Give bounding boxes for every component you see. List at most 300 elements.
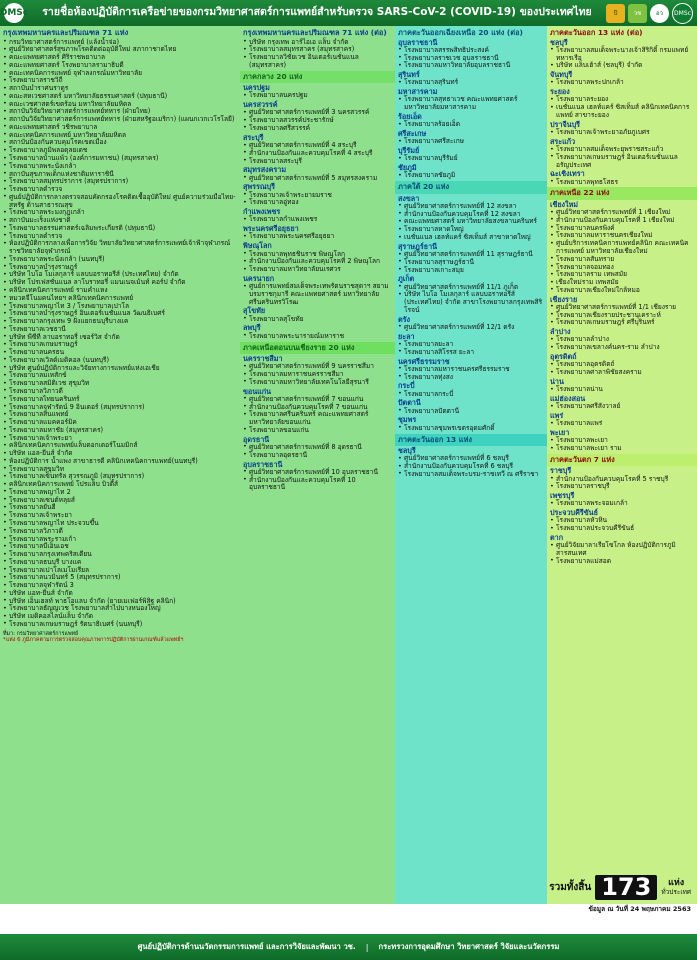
group-list-south bbox=[398, 195, 544, 433]
list-item: • เนชั่นแนล เฮลท์แคร์ ซิสเท็มส์ คลินิกเทคนิคการแพทย์ สาขาระยอง bbox=[550, 104, 694, 120]
province-heading: นครปฐม bbox=[243, 83, 270, 93]
list-item: • โรงพยาบาลระยอง bbox=[550, 96, 694, 104]
list-item: • โรงพยาบาลน่าน bbox=[550, 386, 694, 394]
province-heading: บุรีรัมย์ bbox=[398, 146, 420, 156]
province-heading: แพร่ bbox=[550, 410, 564, 420]
province-heading: พระนครศรีอยุธยา bbox=[243, 224, 299, 234]
list-item: • โรงพยาบาลสมิติเวช สุขุมวิท bbox=[3, 380, 237, 388]
list-item: • โรงพยาบาลนครธน bbox=[3, 349, 237, 357]
list-item: • ศูนย์วิทยาศาสตร์การแพทย์ที่ 12 สงขลา bbox=[398, 203, 544, 211]
province-list bbox=[398, 284, 544, 315]
list-item: • โรงพยาบาลราชเวช อุบลราชธานี bbox=[398, 55, 544, 63]
list-item: • โรงพยาบาลเจ้าพระยา bbox=[3, 512, 237, 520]
province-heading: จันทบุรี bbox=[550, 70, 573, 80]
list-item: • โรงพยาบาลจอมทอง bbox=[550, 264, 694, 272]
list-item: • โรงพยาบาลสุราษฎร์ธานี bbox=[398, 259, 544, 267]
list-item: • ศูนย์วิทยาศาสตร์การแพทย์ที่ 7 ขอนแก่น bbox=[243, 396, 392, 404]
list-item: • โรงพยาบาลวิชัยเวช อินเตอร์เนชั่นแนล (สมุทรสาคร) bbox=[243, 54, 392, 70]
province-list bbox=[398, 391, 544, 399]
province-list bbox=[550, 437, 694, 453]
list-item: • โรงพยาบาลสุขุมวิท bbox=[3, 466, 237, 474]
group-list-central bbox=[243, 84, 392, 340]
group-list-northeast bbox=[243, 355, 392, 492]
list-item: • ศูนย์บริการเทคนิคการแพทย์คลินิก คณะเทคนิคการแพทย์ มหาวิทยาลัยเชียงใหม่ bbox=[550, 240, 694, 256]
band-south bbox=[395, 181, 547, 194]
province-list bbox=[550, 361, 694, 377]
list-item: • โรงพยาบาลเซ็นทรัล สุวรรณภูมิ (สมุทรปราการ) bbox=[3, 473, 237, 481]
province-heading: นครนายก bbox=[243, 273, 275, 283]
province-list bbox=[550, 209, 694, 294]
list-item: • คณะแพทยศาสตร์ โรงพยาบาลรามาธิบดี bbox=[3, 62, 237, 70]
list-item: • โรงพยาบาลมเหสักข์ bbox=[3, 372, 237, 380]
list-item: • โรงพยาบาลเกษมราษฎร์ อินเตอร์เนชั่นแนล อรัญประเทศ bbox=[550, 154, 694, 170]
list-item: • ศูนย์การแพทย์สมเด็จพระเทพรัตนราชสุดาฯ สยามบรมราชกุมารี คณะแพทยศาสตร์ มหาวิทยาลัยศรีนครินทรวิโรฒ bbox=[243, 283, 392, 306]
list-item: • ศูนย์วิทยาศาสตร์การแพทย์ที่ 9 นครราชสีมา bbox=[243, 363, 392, 371]
section-heading-east: ภาคตะวันออก 13 แห่ง bbox=[398, 434, 472, 444]
list-bangkok bbox=[3, 39, 237, 629]
logo-icon-2: วช bbox=[628, 4, 647, 23]
province-heading: ประจวบคีรีขันธ์ bbox=[550, 508, 598, 518]
province-heading: นครศรีธรรมราช bbox=[398, 356, 450, 366]
province-heading: ขอนแก่น bbox=[243, 386, 272, 396]
header-logos bbox=[606, 3, 693, 24]
footer-right: กระทรวงการอุดมศึกษา วิทยาศาสตร์ วิจัยและนวัตกรรม bbox=[378, 942, 560, 951]
group-list-east bbox=[398, 447, 544, 479]
list-item: • กรมวิทยาศาสตร์การแพทย์ (แล้งน้ำจ่อ) bbox=[3, 39, 237, 47]
province-heading: กำแพงเพชร bbox=[243, 207, 281, 217]
list-item: • โรงพยาบาลศรีสังวาลย์ bbox=[550, 403, 694, 411]
province-heading: เพชรบุรี bbox=[550, 491, 575, 501]
province-list bbox=[243, 175, 392, 183]
list-item: • บริษัท กรุงเทพ อาร์ไอเอ แล็บ จำกัด bbox=[243, 39, 392, 47]
total-label: รวมทั้งสิ้น bbox=[549, 881, 592, 893]
list-item: • โรงพยาบาลชุมพรเขตรอุดมศักดิ์ bbox=[398, 425, 544, 433]
list-item: • โรงพยาบาลพระนั่งเกล้า (นนทบุรี) bbox=[3, 256, 237, 264]
province-heading: ราชบุรี bbox=[550, 466, 572, 476]
list-item: • โรงพยาบาลหาดใหญ่ bbox=[398, 226, 544, 234]
list-item: • โรงพยาบาลเชียงรายประชานุเคราะห์ bbox=[550, 312, 694, 320]
province-list bbox=[398, 324, 544, 332]
province-heading: สระบุรี bbox=[243, 132, 264, 142]
province-list bbox=[398, 455, 544, 478]
province-heading: ร้อยเอ็ด bbox=[398, 111, 422, 121]
province-list bbox=[550, 476, 694, 492]
list-item: • โรงพยาบาลเกษมราษฎร์ bbox=[3, 341, 237, 349]
page-header bbox=[0, 0, 697, 26]
list-item: • โรงพยาบาลเวชธานี bbox=[3, 326, 237, 334]
province-heading: มหาสารคาม bbox=[398, 87, 438, 97]
province-heading: ฉะเชิงเทรา bbox=[550, 169, 585, 179]
list-item: • โรงพยาบาลเกษมราษฎร์ รัตนาธิเบศร์ (นนทบุรี) bbox=[3, 621, 237, 629]
list-item: • โรงพยาบาลพระรามเก้า bbox=[3, 536, 237, 544]
province-heading: ศรีสะเกษ bbox=[398, 129, 427, 138]
list-item: • สถาบันสุขภาพเด็กแห่งชาติมหาราชินี bbox=[3, 171, 237, 179]
list-item: • โรงพยาบาลศรีสะเกษ bbox=[398, 138, 544, 146]
list-item: • โรงพยาบาลจุฬารัตน์ 9 อินเตอร์ (สมุทรปราการ) bbox=[3, 404, 237, 412]
section-heading-northeast-cont: ภาคตะวันออกเฉียงเหนือ 20 แห่ง (ต่อ) bbox=[398, 28, 523, 37]
list-item: • โรงพยาบาลกำแพงเพชร bbox=[243, 216, 392, 224]
band-east bbox=[395, 434, 547, 447]
list-item: • คณะสหเวชศาสตร์ มหาวิทยาลัยธรรมศาสตร์ (ปทุมธานี) bbox=[3, 93, 237, 101]
list-item: • โรงพยาบาลสินแพทย์ bbox=[3, 411, 237, 419]
list-item: • สถาบันวิจัยวิทยาศาสตร์การแพทย์ทหาร (ฝ่ายไทย) bbox=[3, 108, 237, 116]
list-item: • โรงพยาบาลภูมิพลอดุลยเดช bbox=[3, 147, 237, 155]
province-list bbox=[243, 192, 392, 208]
list-item: • โรงพยาบาลอุตรดิตถ์ bbox=[550, 361, 694, 369]
province-list bbox=[550, 403, 694, 411]
list-item: • โรงพยาบาลพญาไท 3 / โรงพยาบาลเปาโล bbox=[3, 303, 237, 311]
list-item: • โรงพยาบาลบุรีรัมย์ bbox=[398, 155, 544, 163]
list-item: • คลินิกเทคนิคการแพทย์ รามคำแหง bbox=[3, 287, 237, 295]
list-item: • สำนักงานป้องกันและควบคุมโรคที่ 2 พิษณุโลก bbox=[243, 258, 392, 266]
list-item: • โรงพยาบาลพระปกเกล้า bbox=[550, 79, 694, 87]
list-item: • โรงพยาบาลราชบุรี bbox=[550, 483, 694, 491]
list-item: • โรงพยาบาลสมุทรปราการ (สมุทรปราการ) bbox=[3, 178, 237, 186]
list-item: • โรงพยาบาลขอนแก่น bbox=[243, 427, 392, 435]
province-heading: สุพรรณบุรี bbox=[243, 182, 275, 192]
list-item: • โรงพยาบาลสมเด็จพระนางเจ้าสิริกิติ์ กรมแพทย์ทหารเรือ bbox=[550, 47, 694, 63]
group-list-east-cont bbox=[550, 39, 694, 187]
province-heading: ระยอง bbox=[550, 87, 570, 97]
page-title: รายชื่อห้องปฏิบัติการเครือข่ายของกรมวิทยาศาสตร์การแพทย์สำหรับตรวจ SARS-CoV-2 (COVID-19) ของประเทศไทย bbox=[42, 6, 592, 19]
list-item: • สำนักงานป้องกันควบคุมโรคที่ 6 ชลบุรี bbox=[398, 463, 544, 471]
province-list bbox=[550, 420, 694, 428]
list-item: • โรงพยาบาลบีเอ็นเอช bbox=[3, 543, 237, 551]
logo-icon-4: DMSc bbox=[672, 3, 693, 24]
group-list-west bbox=[550, 467, 694, 565]
list-item: • สำนักงานป้องกันและควบคุมโรคที่ 4 สระบุรี bbox=[243, 150, 392, 158]
list-item: • เชียงใหม่ราม เทพสมัย bbox=[550, 279, 694, 287]
province-list bbox=[398, 47, 544, 70]
column-east-north-west bbox=[547, 26, 697, 904]
province-list bbox=[243, 251, 392, 274]
province-heading: สุรินทร์ bbox=[398, 70, 420, 80]
list-item: • โรงพยาบาลมหาวิทยาลัยอุบลราชธานี bbox=[398, 62, 544, 70]
list-item: • โรงพยาบาลเกษมราษฎร์ ศรีบุรินทร์ bbox=[550, 319, 694, 327]
list-item: • บริษัท เมดิคอลไลน์แล็บ จำกัด bbox=[3, 613, 237, 621]
list-item: • โรงพยาบาลพะเยา bbox=[550, 437, 694, 445]
province-list bbox=[550, 517, 694, 533]
province-heading: ตาก bbox=[550, 532, 564, 542]
list-item: • โรงพยาบาลตำรวจ bbox=[3, 186, 237, 194]
list-item: • โรงพยาบาลพญาไท ประจวบขึ้น bbox=[3, 520, 237, 528]
province-heading: ชลบุรี bbox=[398, 446, 416, 456]
province-list bbox=[398, 172, 544, 180]
list-item: • โรงพยาบาลแม่สอด bbox=[550, 558, 694, 566]
province-list bbox=[550, 179, 694, 187]
list-item: • โรงพยาบาลกระบี่ bbox=[398, 391, 544, 399]
province-list bbox=[550, 304, 694, 327]
province-list bbox=[550, 129, 694, 137]
list-item: • คณะแพทยศาสตร์ มหาวิทยาลัยสงขลานครินทร์ bbox=[398, 218, 544, 226]
list-item: • บริษัท ไบโอ โมเลกุลาร์ แลบบอราทอรีส์ (ประเทศไทย) จำกัด bbox=[3, 271, 237, 279]
province-heading: สงขลา bbox=[398, 193, 420, 203]
list-item: • โรงพยาบาลพระมงกุฎเกล้า bbox=[3, 209, 237, 217]
list-item: • ศูนย์ปฏิบัติการกลางตรวจสอบคัดกรองโรคติดเชื้ออุบัติใหม่ ศูนย์ความร่วมมือไทย-สหรัฐ ด้านสาธารณสุข bbox=[3, 194, 237, 210]
province-heading: อุดรธานี bbox=[243, 434, 270, 444]
list-item: • สำนักงานป้องกันควบคุมโรคที่ 7 ขอนแก่น bbox=[243, 404, 392, 412]
list-item: • สำนักงานป้องกันควบคุมโรคที่ 5 ราชบุรี bbox=[550, 476, 694, 484]
source-note: ที่มา: กรมวิทยาศาสตร์การแพทย์ *แห่ง 6 ภูมิภาคตามการตรวจสอบคุณภาพการปฏิบัติการผ่านเกณฑ์แล้วแพทย์ฯ bbox=[3, 630, 184, 644]
section-heading-bangkok: กรุงเทพมหานครและปริมณฑล 71 แห่ง bbox=[3, 28, 129, 37]
list-item: • คลินิกเทคนิคการแพทย์แล็บดอกเตอร์โนมมิกส์ bbox=[3, 442, 237, 450]
section-heading-west: ภาคตะวันตก 7 แห่ง bbox=[550, 454, 615, 464]
list-item: • โรงพยาบาลสระบุรี bbox=[243, 158, 392, 166]
province-list bbox=[243, 216, 392, 224]
province-list bbox=[550, 47, 694, 70]
province-list bbox=[243, 333, 392, 341]
group-list-northeast-cont bbox=[398, 39, 544, 181]
province-heading: เชียงราย bbox=[550, 294, 578, 304]
list-item: • โรงพยาบาลสันทราย bbox=[550, 256, 694, 264]
list-item: • โรงพยาบาลร้อยเอ็ด bbox=[398, 121, 544, 129]
column-northeast-south bbox=[395, 26, 547, 904]
section-heading-south: ภาคใต้ 20 แห่ง bbox=[398, 182, 450, 192]
list-item: • โรงพยาบาลตำรวจ bbox=[3, 233, 237, 241]
section-heading-north: ภาคเหนือ 22 แห่ง bbox=[550, 188, 610, 198]
list-item: • โรงพยาบาลศรีสวรรค์ bbox=[243, 125, 392, 133]
list-item: • ศูนย์วิทยาศาสตร์การแพทย์ที่ 10 อุบลราชธานี bbox=[243, 469, 392, 477]
total-box bbox=[483, 873, 695, 902]
dmsc-logo-icon: DMSc bbox=[4, 3, 24, 23]
province-heading: พะเยา bbox=[550, 427, 570, 437]
province-list bbox=[398, 251, 544, 274]
list-item: • โรงพยาบาลสิโรรส ยะลา bbox=[398, 349, 544, 357]
list-item: • สำนักงานป้องกันควบคุมโรคที่ 1 เชียงใหม่ bbox=[550, 217, 694, 225]
list-item: • โรงพยาบาลกรุงเทพคริสเตียน bbox=[3, 551, 237, 559]
list-item: • คณะเวชศาสตร์เขตร้อน มหาวิทยาลัยมหิดล bbox=[3, 101, 237, 109]
list-item: • โรงพยาบาลราม เทพสมัย bbox=[550, 271, 694, 279]
list-item: • สถาบันป้องกันควบคุมโรคเขตเมือง bbox=[3, 139, 237, 147]
list-item: • โรงพยาบาลอู่ทอง bbox=[243, 199, 392, 207]
list-item: • โรงพยาบาลมหาวิทยาลัยนเรศวร bbox=[243, 266, 392, 274]
province-heading: สระแก้ว bbox=[550, 136, 576, 146]
province-list bbox=[398, 155, 544, 163]
list-item: • โรงพยาบาลแมคคอร์มิค bbox=[3, 419, 237, 427]
list-item: • คณะแพทยศาสตร์ วชิรพยาบาล bbox=[3, 124, 237, 132]
list-item: • โรงพยาบาลวิภาวดี bbox=[3, 528, 237, 536]
province-heading: กระบี่ bbox=[398, 381, 415, 391]
band-northeast bbox=[240, 342, 395, 355]
list-item: • โรงพยาบาลสมุทรสาคร (สมุทรสาคร) bbox=[243, 46, 392, 54]
province-list bbox=[243, 142, 392, 165]
list-item: • โรงพยาบาลพญาไท 2 bbox=[3, 489, 237, 497]
list-item: • ศูนย์วิทยาศาสตร์การแพทย์ที่ 8 อุดรธานี bbox=[243, 444, 392, 452]
list-item: • สำนักงานป้องกันควบคุมโรคที่ 12 สงขลา bbox=[398, 211, 544, 219]
list-item: • โรงพยาบาลธรรมศาสตร์เฉลิมพระเกียรติ (ปทุมธานี) bbox=[3, 225, 237, 233]
list-item: • โรงพยาบาลทุ่งสง bbox=[398, 374, 544, 382]
province-heading: ภูเก็ต bbox=[398, 274, 415, 284]
list-item: • ศูนย์วิทยาศาสตร์การแพทย์ที่ 6 ชลบุรี bbox=[398, 455, 544, 463]
footer-separator: | bbox=[365, 942, 369, 952]
list-item: • โรงพยาบาลสุทธาเวช คณะแพทยศาสตร์ มหาวิทยาลัยมหาสารคาม bbox=[398, 96, 544, 112]
list-item: • โรงพยาบาลพุทธชินราช พิษณุโลก bbox=[243, 251, 392, 259]
list-item: • โรงพยาบาลสมเด็จพระยุพราชสระแก้ว bbox=[550, 146, 694, 154]
list-item: • บริษัท แล็บเฮ้าส์ (ชลบุรี) จำกัด bbox=[550, 62, 694, 70]
list-item: • คณะเทคนิคการแพทย์ จุฬาลงกรณ์มหาวิทยาลัย bbox=[3, 70, 237, 78]
province-heading: ชลบุรี bbox=[550, 37, 568, 47]
list-item: • ศูนย์วิทยาศาสตร์การแพทย์ที่ 11/1 ภูเก็ต bbox=[398, 284, 544, 292]
list-item: • โรงพยาบาลนครพิงค์ bbox=[550, 225, 694, 233]
group-list-north bbox=[550, 201, 694, 453]
section-heading-northeast: ภาคเหนือตอนบนเชียงราย 20 แห่ง bbox=[243, 342, 355, 352]
province-list bbox=[398, 79, 544, 87]
list-item: • โรงพยาบาลมหาวิทยาลัยเทคโนโลยีสุรนารี bbox=[243, 379, 392, 387]
list-item: • โรงพยาบาลวิภาวดี bbox=[3, 388, 237, 396]
province-list bbox=[243, 283, 392, 306]
province-heading: เชียงใหม่ bbox=[550, 199, 579, 209]
list-item: • โรงพยาบาลพุทธโสธร bbox=[550, 179, 694, 187]
province-heading: น่าน bbox=[550, 376, 564, 386]
province-heading: ปราจีนบุรี bbox=[550, 119, 581, 129]
list-item: • โรงพยาบาลราชวิถี bbox=[3, 77, 237, 85]
footer-left: ศูนย์ปฏิบัติการด้านนวัตกรรมการแพทย์ และการวิจัยและพัฒนา วช. bbox=[137, 942, 356, 951]
list-item: • โรงพยาบาลสวรรค์ประชารักษ์ bbox=[243, 117, 392, 125]
province-list bbox=[550, 542, 694, 565]
list-item: • โรงพยาบาลเชียงใหม่ใกล้หมอ bbox=[550, 287, 694, 295]
list-item: • โรงพยาบาลประจวบคีรีขันธ์ bbox=[550, 525, 694, 533]
list-item: • โรงพยาบาลสุโขทัย bbox=[243, 316, 392, 324]
list-item: • โรงพยาบาลนครปฐม bbox=[243, 92, 392, 100]
list-item: • โรงพยาบาลบ้านแพ้ว (องค์การมหาชน) (สมุทรสาคร) bbox=[3, 155, 237, 163]
province-list bbox=[398, 366, 544, 382]
province-list bbox=[398, 203, 544, 242]
list-item: • คณะแพทยศาสตร์ ศิริราชพยาบาล bbox=[3, 54, 237, 62]
province-heading: สมุทรสงคราม bbox=[243, 165, 287, 175]
province-list bbox=[398, 121, 544, 129]
list-item: • ห้องปฏิบัติการ น้ำแพง สาขาธารดี คลินิกเทคนิคการแพทย์(นนทบุรี) bbox=[3, 458, 237, 466]
list-item: • โรงพยาบาลไทยนครินทร์ bbox=[3, 396, 237, 404]
list-item: • โรงพยาบาลมหาราชนครราชสีมา bbox=[243, 371, 392, 379]
section-heading-bangkok-cont: กรุงเทพมหานครและปริมณฑล 71 แห่ง (ต่อ) bbox=[243, 28, 387, 37]
list-item: • โรงพยาบาลนวมินทร์ 5 (สมุทรปราการ) bbox=[3, 574, 237, 582]
province-list bbox=[243, 396, 392, 435]
list-item: • โรงพยาบาลลำปาง bbox=[550, 336, 694, 344]
list-item: • โรงพยาบาลเกาะสมุย bbox=[398, 267, 544, 275]
province-heading: ปัตตานี bbox=[398, 398, 421, 408]
province-list bbox=[550, 96, 694, 119]
band-north bbox=[547, 187, 697, 200]
province-list bbox=[550, 386, 694, 394]
list-item: • โรงพยาบาลธัญญเวช โรงพยาบาลสำไปบางหนองใหญ่ bbox=[3, 605, 237, 613]
list-item: • บริษัท โปรเฟสชั่นแนล ลาโบราทอรี่ แมนเนจเม้นท์ คอร์ป จำกัด bbox=[3, 279, 237, 287]
list-item: • โรงพยาบาลสุรินทร์ bbox=[398, 79, 544, 87]
province-list bbox=[243, 444, 392, 460]
province-heading: อุตรดิตถ์ bbox=[550, 352, 577, 361]
logo-icon-3: อว bbox=[650, 4, 669, 23]
list-item: • โรงพยาบาลศรีนครินทร์ คณะแพทยศาสตร์ มหาวิทยาลัยขอนแก่น bbox=[243, 411, 392, 427]
total-unit: แห่ง ทั่วประเทศ bbox=[661, 878, 691, 896]
list-item: • หมวดจีโนมคนไทยฯ คลินิกเทคนิคการแพทย์ bbox=[3, 295, 237, 303]
province-heading: อุบลราชธานี bbox=[243, 459, 283, 469]
list-item: • สถาบันมะเร็งแห่งชาติ bbox=[3, 217, 237, 225]
province-list bbox=[243, 469, 392, 492]
list-item: • เนชั่นแนล เฮลท์แคร์ ซิสเท็มส์ สาขาหาดใหญ่ bbox=[398, 234, 544, 242]
province-list bbox=[550, 336, 694, 352]
province-list bbox=[550, 500, 694, 508]
list-item: • โรงพยาบาลมหาราชนครศรีธรรมราช bbox=[398, 366, 544, 374]
province-list bbox=[398, 408, 544, 416]
list-item: • ศูนย์วิทยาศาสตร์การแพทย์ที่ 4 สระบุรี bbox=[243, 142, 392, 150]
list-item: • โรงพยาบาลพระจอมเกล้า bbox=[550, 500, 694, 508]
province-list bbox=[398, 425, 544, 433]
province-heading: ตรัง bbox=[398, 314, 411, 324]
list-item: • โรงพยาบาลเวิลด์เมดิคอล (นนทบุรี) bbox=[3, 357, 237, 365]
list-item: • โรงพยาบาลพะเยา ราม bbox=[550, 445, 694, 453]
list-item: • โรงพยาบาลเจ้าพระยายมราช bbox=[243, 192, 392, 200]
section-heading-east-cont: ภาคตะวันออก 13 แห่ง (ต่อ) bbox=[550, 28, 643, 37]
column-bangkok bbox=[0, 26, 240, 904]
list-item: • โรงพยาบาลธนบุรี บางแค bbox=[3, 559, 237, 567]
list-item: • โรงพยาบาลเขลางค์นคร-ราม ลำปาง bbox=[550, 344, 694, 352]
section-heading-central: ภาคกลาง 20 แห่ง bbox=[243, 71, 303, 81]
list-item: • โรงพยาบาลหัวหิน bbox=[550, 517, 694, 525]
list-item: • ศูนย์วิทยาศาสตร์การแพทย์ที่ 11 สุราษฎร์ธานี bbox=[398, 251, 544, 259]
province-list bbox=[398, 96, 544, 112]
band-west bbox=[547, 454, 697, 467]
list-item: • โรงพยาบาลเจ้าพระยาอภัยภูเบศร bbox=[550, 129, 694, 137]
list-item: • บริษัท แอท-ยีนส์ จำกัด bbox=[3, 590, 237, 598]
list-item: • โรงพยาบาลศาลาพิชัยสงคราม bbox=[550, 369, 694, 377]
list-item: • บริษัท เอ็นเฮลท์ พาธโอแลบ จำกัด (ยายเมเฟอร์พิสิฐ คลินิก) bbox=[3, 598, 237, 606]
list-item: • โรงพยาบาลยะลา bbox=[398, 341, 544, 349]
province-list bbox=[243, 92, 392, 100]
list-item: • โรงพยาบาลสรรพสิทธิประสงค์ bbox=[398, 47, 544, 55]
list-item: • โรงพยาบาลพระนั่งเกล้า bbox=[3, 163, 237, 171]
list-item: • โรงพยาบาลยันฮี bbox=[3, 504, 237, 512]
list-item: • โรงพยาบาลพระนครศรีอยุธยา bbox=[243, 233, 392, 241]
list-item: • สถาบันบำราศนราดูร bbox=[3, 85, 237, 93]
list-item: • โรงพยาบาลชัยภูมิ bbox=[398, 172, 544, 180]
province-list bbox=[398, 341, 544, 357]
province-heading: พิษณุโลก bbox=[243, 241, 272, 251]
list-item: • คณะเทคนิคการแพทย์ มหาวิทยาลัยมหิดล bbox=[3, 132, 237, 140]
list-item: • โรงพยาบาลกรุงเทพ 9 ฝั่งแยกธนบุรีบางแค bbox=[3, 318, 237, 326]
list-item: • สำนักงานป้องกันและควบคุมโรคที่ 10 อุบลราชธานี bbox=[243, 477, 392, 493]
list-item: • บริษัท ไบโอ โมเลกุลาร์ แลบบอราทอรีส์ (ประเทศไทย) จำกัด สาขาโรงพยาบาลกรุงเทพสิริโรจน์ bbox=[398, 291, 544, 314]
province-heading: นครราชสีมา bbox=[243, 354, 283, 364]
list-item: • ศูนย์วิทยาศาสตร์การแพทย์ที่ 1/1 เชียงราย bbox=[550, 304, 694, 312]
list-item: • โรงพยาบาลจุฬารัตน์ 3 bbox=[3, 582, 237, 590]
list-item: • โรงพยาบาลปัตตานี bbox=[398, 408, 544, 416]
list-bangkok-cont bbox=[243, 39, 392, 70]
list-item: • โรงพยาบาลอุดรธานี bbox=[243, 452, 392, 460]
list-item: • บริษัท ศูนย์ปฏิบัติการและวิจัยทางการแพทย์แห่งเอเชีย bbox=[3, 365, 237, 373]
province-heading: ลพบุรี bbox=[243, 323, 261, 333]
list-item: • โรงพยาบาลเจ้าพระยา bbox=[3, 435, 237, 443]
list-item: • ศูนย์วิจัยมาลาเรียโซโกล ห้องปฏิบัติการภูมิสารสนเทศ bbox=[550, 542, 694, 558]
province-list bbox=[243, 363, 392, 386]
as-of-date: ข้อมูล ณ วันที่ 24 พฤษภาคม 2563 bbox=[588, 905, 691, 913]
province-list bbox=[398, 138, 544, 146]
province-heading: ชุมพร bbox=[398, 415, 417, 425]
logo-icon-1: ปี bbox=[606, 4, 625, 23]
list-item: • บริษัท พีซีที ลาบอราทอรี่ เซอร์วิส จำกัด bbox=[3, 334, 237, 342]
page-footer bbox=[0, 934, 697, 960]
list-item: • ศูนย์วิทยาศาสตร์การแพทย์ที่ 3 นครสวรรค์ bbox=[243, 109, 392, 117]
province-heading: ยะลา bbox=[398, 331, 415, 341]
list-item: • โรงพยาบาลมหาชัย (สมุทรสาคร) bbox=[3, 427, 237, 435]
list-item: • ศูนย์วิทยาศาสตร์สุขภาพโรคติดต่ออุบัติใหม่ สภากาชาดไทย bbox=[3, 46, 237, 54]
column-central bbox=[240, 26, 395, 904]
province-heading: อุบลราชธานี bbox=[398, 37, 438, 47]
list-item: • โรงพยาบาลมหาราชนครเชียงใหม่ bbox=[550, 232, 694, 240]
province-list bbox=[243, 316, 392, 324]
province-heading: สุราษฎร์ธานี bbox=[398, 241, 438, 251]
province-list bbox=[550, 79, 694, 87]
list-item: • โรงพยาบาลสมเด็จพระบรม-ราชเทวี ณ ศรีราชา bbox=[398, 471, 544, 479]
list-item: • โรงพยาบาลพระนารายณ์มหาราช bbox=[243, 333, 392, 341]
